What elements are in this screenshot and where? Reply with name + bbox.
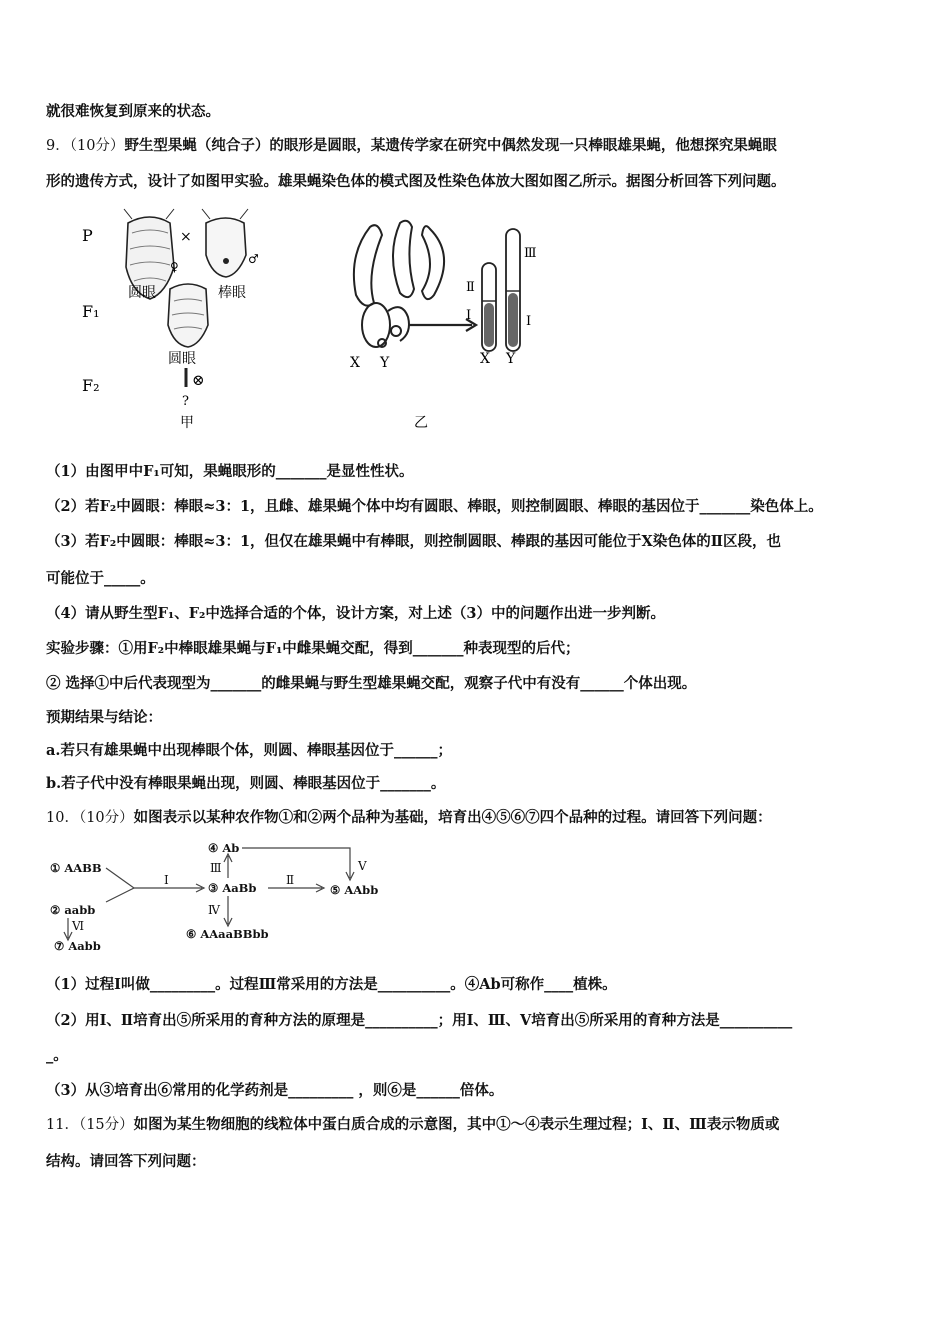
question-9-part-4: （4）请从野生型F₁、F₂中选择合适的个体，设计方案，对上述（3）中的问题作出进一步判断。: [46, 605, 665, 622]
question-9-part-1: （1）由图甲中F₁可知，果蝇眼形的_______是显性性状。: [46, 463, 414, 480]
process-4-label: Ⅳ: [208, 903, 220, 917]
y-label: Y: [380, 355, 390, 371]
chromosome-set-illustration: [354, 221, 444, 347]
question-10-part-2: （2）用Ⅰ、Ⅱ培育出⑤所采用的育种方法的原理是__________；用Ⅰ、Ⅲ、Ⅴ培育出⑤所采用的育种方法是__________: [46, 1012, 793, 1029]
region-1b-label: Ⅰ: [526, 314, 532, 329]
expected-results-heading: 预期结果与结论：: [46, 709, 162, 726]
variety-1-label: ① AABB: [50, 861, 102, 875]
variety-5-label: ⑤ AAbb: [330, 883, 379, 897]
region-1-label: Ⅰ: [466, 308, 472, 323]
male-symbol: ♂: [248, 252, 259, 266]
y-region-fill: [508, 293, 518, 347]
selfing-symbol: ⊗: [192, 371, 205, 389]
question-text: 如图为某生物细胞的线粒体中蛋白质合成的示意图，其中①～④表示生理过程；Ⅰ、Ⅱ、Ⅲ表示物质或: [133, 1116, 780, 1133]
cross-symbol: ×: [180, 229, 192, 245]
question-10-intro: [46, 808, 772, 828]
experiment-step-1: 实验步骤：①用F₂中棒眼雄果蝇与F₁中雌果蝇交配，得到_______种表现型的后代；: [46, 640, 580, 657]
question-number: 9．（10分）: [46, 138, 125, 154]
text-line: _。: [46, 1047, 68, 1064]
generation-label-p: P: [82, 226, 93, 245]
process-1-label: Ⅰ: [164, 873, 169, 887]
question-10-part-1: （1）过程Ⅰ叫做_________。过程Ⅲ常采用的方法是__________。④Ab可称作____植株。: [46, 976, 617, 993]
female-symbol: ♀: [170, 260, 179, 274]
text-line: 就很难恢复到原来的状态。: [46, 103, 220, 120]
question-10-part-3: （3）从③培育出⑥常用的化学药剂是_________ ，则⑥是______倍体。: [46, 1082, 504, 1099]
text-line: 形的遗传方式，设计了如图甲实验。雄果蝇染色体的模式图及性染色体放大图如图乙所示。据图分析回答下列问题。: [46, 173, 786, 190]
x-label: X: [350, 355, 360, 371]
variety-4-label: ④ Ab: [208, 841, 240, 855]
generation-label-f1: F₁: [82, 302, 100, 321]
variety-3-label: ③ AaBb: [208, 881, 257, 895]
question-9-part-2: （2）若F₂中圆眼：棒眼≈3：1，且雌、雄果蝇个体中均有圆眼、棒眼，则控制圆眼、棒眼的基因位于_______染色体上。: [46, 498, 823, 515]
round-eye-label: 圆眼: [128, 285, 156, 301]
figure-breeding-pathways: [46, 838, 396, 956]
male-fly-illustration: [202, 209, 248, 277]
region-2-label: Ⅱ: [466, 280, 475, 295]
question-text: 野生型果蝇（纯合子）的眼形是圆眼，某遗传学家在研究中偶然发现一只棒眼雄果蝇，他想探究果蝇眼: [124, 137, 777, 154]
result-a: a.若只有雄果蝇中出现棒眼个体，则圆、棒眼基因位于______；: [46, 742, 452, 759]
question-number: 11．（15分）: [46, 1117, 134, 1133]
result-b: b.若子代中没有棒眼果蝇出现，则圆、棒眼基因位于_______。: [46, 775, 446, 792]
text-line: 可能位于_____。: [46, 570, 155, 587]
figure-jia-cross-diagram: [70, 205, 310, 435]
process-3-label: Ⅲ: [210, 861, 222, 875]
question-9-intro: [46, 136, 777, 156]
variety-7-label: ⑦ Aabb: [54, 939, 101, 953]
figure-yi-chromosome-diagram: [330, 215, 550, 435]
process-6-label: Ⅵ: [72, 919, 85, 933]
variety-2-label: ② aabb: [50, 903, 96, 917]
variety-6-label: ⑥ AAaaBBbb: [186, 927, 269, 941]
figure-caption-jia: 甲: [180, 415, 194, 431]
x-label-enlarged: X: [480, 351, 490, 367]
f1-fly-illustration: [168, 284, 208, 347]
question-9-part-3: （3）若F₂中圆眼：棒眼≈3：1，但仅在雄果蝇中有棒眼，则控制圆眼、棒跟的基因可能位于X染色体的Ⅱ区段，也: [46, 533, 782, 550]
bar-eye-label: 棒眼: [218, 285, 246, 301]
experiment-step-2: ② 选择①中后代表现型为_______的雌果蝇与野生型雄果蝇交配，观察子代中有没有______个体出现。: [46, 675, 697, 692]
x-region-fill: [484, 303, 494, 347]
question-11-intro: [46, 1115, 779, 1135]
region-3-label: Ⅲ: [524, 246, 537, 261]
y-label-enlarged: Y: [506, 351, 516, 367]
process-5-label: Ⅴ: [358, 859, 367, 873]
text-line: 结构。请回答下列问题：: [46, 1153, 206, 1170]
unknown-f2-mark: ?: [182, 394, 189, 409]
process-2-label: Ⅱ: [286, 873, 295, 887]
question-text: 如图表示以某种农作物①和②两个品种为基础，培育出④⑤⑥⑦四个品种的过程。请回答下列问题：: [133, 809, 772, 826]
question-number: 10．（10分）: [46, 810, 134, 826]
f1-round-eye-label: 圆眼: [168, 351, 196, 367]
figure-caption-yi: 乙: [414, 415, 428, 431]
generation-label-f2: F₂: [82, 376, 100, 395]
